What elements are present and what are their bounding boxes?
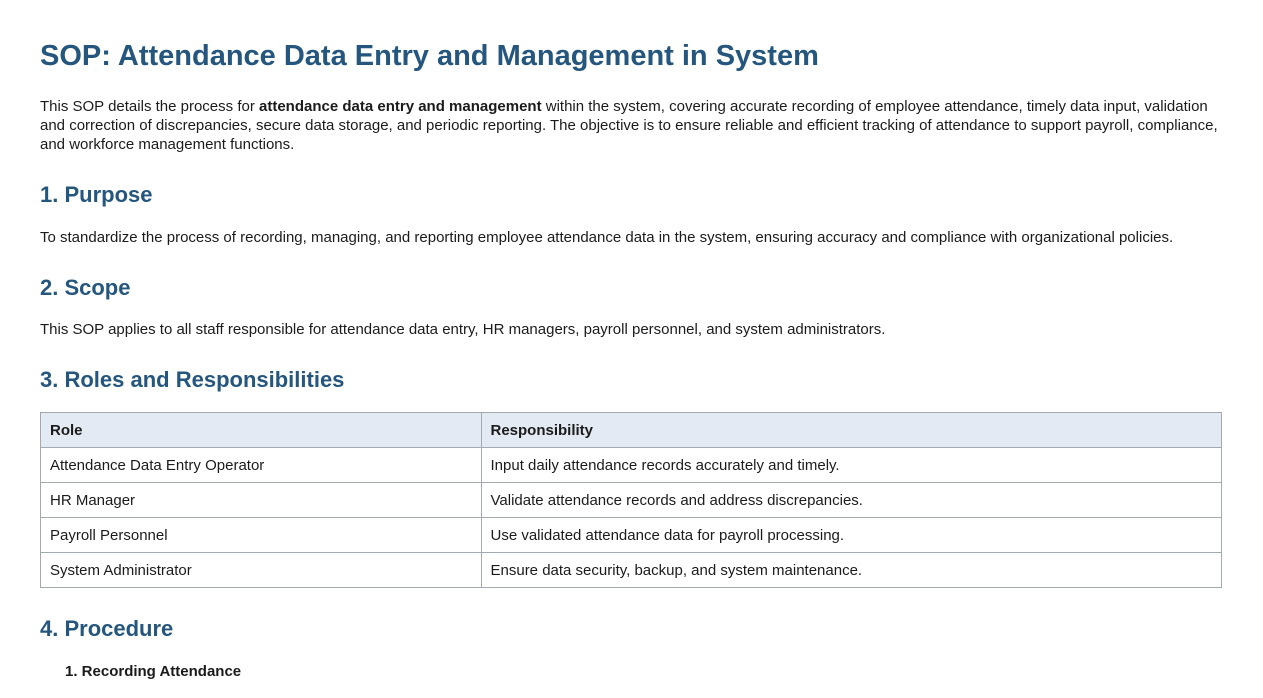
column-header-role: Role — [41, 413, 482, 448]
heading-roles-and-responsibilities: 3. Roles and Responsibilities — [40, 366, 345, 392]
table-row — [41, 518, 1222, 553]
intro-text-suffix: within the system, covering accurate recording of employee attendance, timely data input, validation and correction of discrepancies, secure data storage, and periodic reporting. The objective is to ensure reliable and efficient tracking of attendance to support payroll, compliance, and workforce management functions. — [40, 98, 1218, 154]
role-cell: HR Manager — [41, 483, 482, 518]
intro-text-prefix: This SOP details the process for — [40, 98, 259, 116]
sop-document-page — [0, 40, 1263, 681]
roles-responsibilities-table — [40, 412, 1222, 588]
intro-paragraph — [40, 97, 1222, 154]
procedure-first-item: 1. Recording Attendance — [65, 662, 242, 680]
heading-procedure: 4. Procedure — [40, 616, 174, 642]
table-header-row — [41, 413, 1222, 448]
responsibility-cell: Input daily attendance records accurately and timely. — [481, 448, 1222, 483]
role-cell: Attendance Data Entry Operator — [41, 448, 482, 483]
heading-purpose: 1. Purpose — [40, 182, 153, 208]
responsibility-cell: Validate attendance records and address discrepancies. — [481, 483, 1222, 518]
intro-text-bold: attendance data entry and management — [259, 98, 542, 116]
scope-paragraph: This SOP applies to all staff responsible for attendance data entry, HR managers, payroll personnel, and system administrators. — [40, 320, 886, 338]
role-cell: Payroll Personnel — [41, 518, 482, 553]
table-row — [41, 448, 1222, 483]
responsibility-cell: Use validated attendance data for payroll processing. — [481, 518, 1222, 553]
purpose-paragraph: To standardize the process of recording, managing, and reporting employee attendance data in the system, ensuring accuracy and compliance with organizational policies. — [40, 228, 1174, 246]
table-row — [41, 483, 1222, 518]
table-row — [41, 553, 1222, 588]
heading-scope: 2. Scope — [40, 274, 131, 300]
responsibility-cell: Ensure data security, backup, and system maintenance. — [481, 553, 1222, 588]
page-title: SOP: Attendance Data Entry and Management in System — [40, 40, 819, 72]
role-cell: System Administrator — [41, 553, 482, 588]
column-header-responsibility: Responsibility — [481, 413, 1222, 448]
